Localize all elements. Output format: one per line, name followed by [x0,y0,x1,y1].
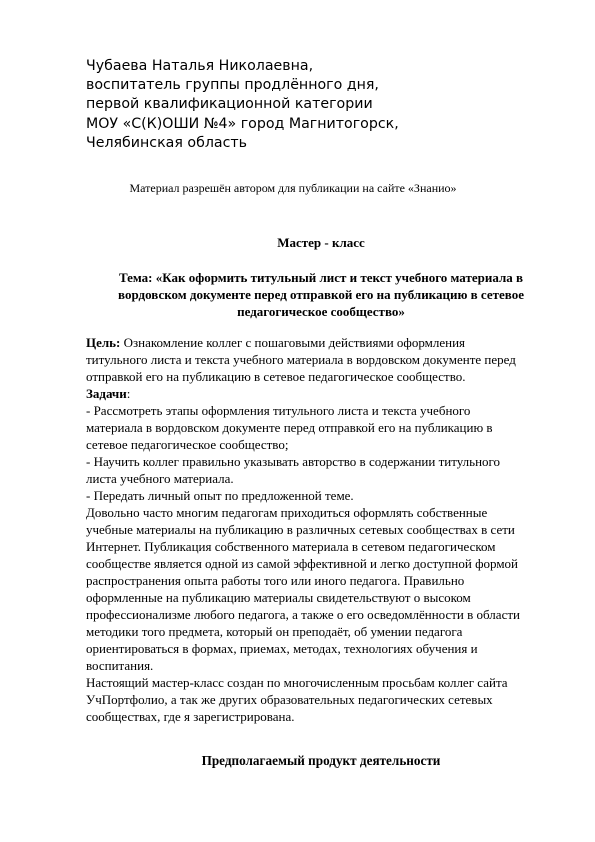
paragraph-line: распространения опыта работы того или иного педагога. Правильно [86,573,465,588]
task-line: сетевое педагогическое сообщество; [86,437,289,452]
paragraph-line: сообществе является одной из самой эффективной и легко доступной формой [86,556,519,571]
author-category: первой квалификационной категории [86,96,373,113]
theme-line: Тема: «Как оформить титульный лист и текст учебного материала в [118,270,524,285]
tasks-label: Задачи [86,386,127,401]
tasks-heading [86,385,556,402]
product-heading: Предполагаемый продукт деятельности [201,753,441,768]
author-block [86,57,546,153]
task-line: листа учебного материала. [86,471,234,486]
theme-line: педагогическое сообщество» [237,304,405,319]
permission-note: Материал разрешён автором для публикации на сайте «Знанио» [129,181,457,195]
theme-line: вордовском документе перед отправкой его на публикацию в сетевое [118,287,524,302]
paragraph-line: воспитания. [86,658,154,673]
goal-label: Цель: [86,335,121,350]
paragraph-line: Настоящий мастер-класс создан по многочисленным просьбам коллег сайта [86,675,508,690]
paragraph-line: оформленные на публикацию материалы свидетельствуют о высоком [86,590,471,605]
goal-line: отправкой его на публикацию в сетевое педагогическое сообщество. [86,369,466,384]
task-line: - Передать личный опыт по предложенной теме. [86,488,354,503]
paragraph-line: профессионализме любого педагога, а также о его осведомлённости в области [86,607,520,622]
paragraph-line: ориентироваться в формах, приемах, методах, технологиях обучения и [86,641,478,656]
author-region: Челябинская область [86,134,248,151]
paragraph-line: Интернет. Публикация собственного материала в сетевом педагогическом [86,539,496,554]
task-line: - Рассмотреть этапы оформления титульного листа и текста учебного [86,403,471,418]
goal-text: Ознакомление коллег с пошаговыми действиями оформления [123,335,466,350]
document-body [86,334,556,725]
author-position: воспитатель группы продлённого дня, [86,77,379,94]
goal-first-line [86,334,556,351]
paragraph-line: методики того предмета, который он преподаёт, об умении педагога [86,624,463,639]
goal-line: титульного листа и текста учебного материала в вордовском документе перед [86,352,516,367]
author-name: Чубаева Наталья Николаевна, [86,58,314,74]
paragraph-line: учебные материалы на публикацию в различных сетевых сообществах в сети [86,522,515,537]
tasks-colon: : [126,386,131,401]
task-line: материала в вордовском документе перед отправкой его на публикацию в [86,420,493,435]
paragraph-line: УчПортфолио, а так же других образовательных педагогических сетевых [86,692,493,707]
paragraph-line: сообществах, где я зарегистрирована. [86,709,295,724]
theme-heading [86,269,556,320]
master-class-heading: Мастер - класс [277,235,365,250]
author-school: МОУ «С(К)ОШИ №4» город Магнитогорск, [86,115,399,132]
task-line: - Научить коллег правильно указывать авторство в содержании титульного [86,454,501,469]
paragraph-line: Довольно часто многим педагогам приходиться оформлять собственные [86,505,488,520]
